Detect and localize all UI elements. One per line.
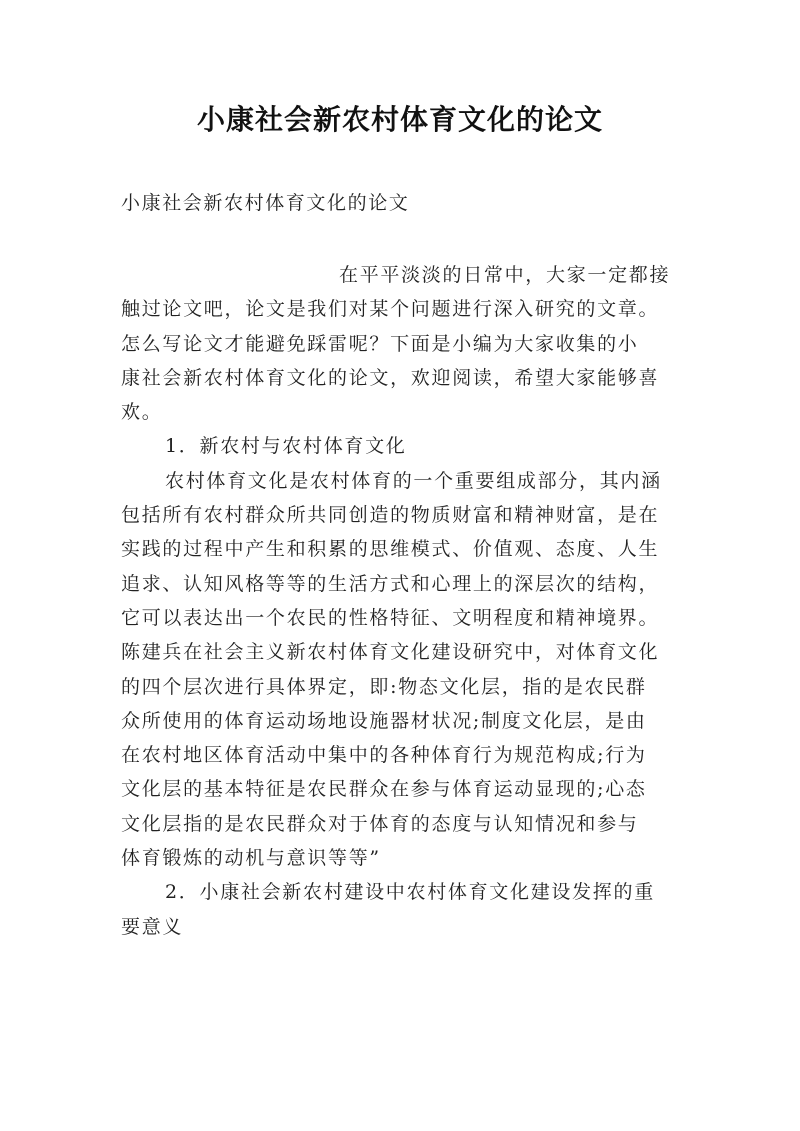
body-line: 在农村地区体育活动中集中的各种体育行为规范构成;行为: [121, 744, 647, 767]
body-line: 众所使用的体育运动场地设施器材状况;制度文化层，是由: [121, 709, 647, 732]
body-line: 康社会新农村体育文化的论文，欢迎阅读，希望大家能够喜: [121, 366, 660, 389]
body-line: 欢。: [121, 401, 163, 424]
body-line: 的四个层次进行具体界定，即:物态文化层，指的是农民群: [121, 675, 647, 698]
section-heading-2: 2．小康社会新农村建设中农村体育文化建设发挥的重: [165, 881, 655, 904]
body-line: 农村体育文化是农村体育的一个重要组成部分，其内涵: [165, 469, 662, 492]
document-title: 小康社会新农村体育文化的论文: [196, 103, 603, 136]
section-heading-1: 1．新农村与农村体育文化: [165, 435, 407, 458]
body-line: 追求、认知风格等等的生活方式和心理上的深层次的结构，: [121, 572, 660, 595]
body-line: 文化层的基本特征是农民群众在参与体育运动显现的;心态: [121, 778, 647, 801]
body-line: 它可以表达出一个农民的性格特征、文明程度和精神境界。: [121, 606, 660, 629]
body-line: 陈建兵在社会主义新农村体育文化建设研究中，对体育文化: [121, 641, 660, 664]
body-line: 在平平淡淡的日常中，大家一定都接: [339, 264, 671, 286]
document-subtitle: 小康社会新农村体育文化的论文: [121, 192, 410, 214]
body-line: 要意义: [121, 915, 184, 938]
document-body: [121, 258, 701, 944]
body-line: 体育锻炼的动机与意识等等”: [121, 847, 381, 870]
body-line: 文化层指的是农民群众对于体育的态度与认知情况和参与: [121, 812, 639, 835]
body-line: 实践的过程中产生和积累的思维模式、价值观、态度、人生: [121, 538, 660, 561]
body-line: 怎么写论文才能避免踩雷呢？下面是小编为大家收集的小: [121, 332, 639, 355]
body-line: 包括所有农村群众所共同创造的物质财富和精神财富，是在: [121, 504, 660, 527]
body-line: 触过论文吧，论文是我们对某个问题进行深入研究的文章。: [121, 298, 660, 321]
